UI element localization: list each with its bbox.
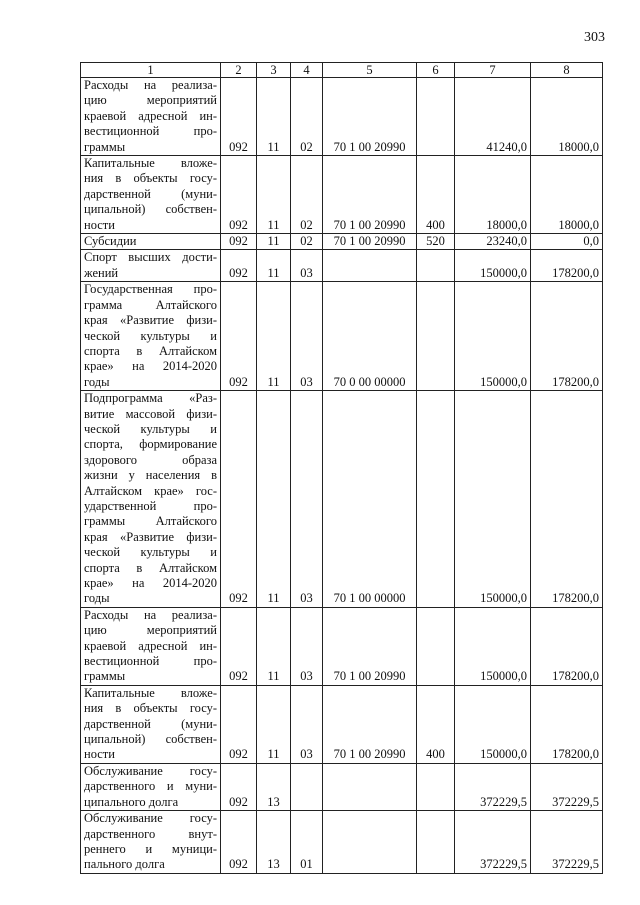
expense-type-cell	[417, 607, 455, 685]
row-name-line: краевой адресной ин-	[84, 108, 217, 123]
code-cell: 092	[221, 685, 257, 763]
row-name-cell	[81, 763, 221, 810]
table-row	[81, 811, 603, 874]
amount-cell-2019: 372229,5	[455, 811, 531, 874]
amount-cell-2020: 18000,0	[531, 78, 603, 156]
table-row	[81, 78, 603, 156]
amount-cell-2019: 372229,5	[455, 763, 531, 810]
expense-type-cell: 520	[417, 234, 455, 250]
code-cell: 092	[221, 250, 257, 282]
code-cell: 092	[221, 607, 257, 685]
row-name-line: ципальной) собствен-	[84, 202, 217, 217]
amount-cell-2020: 372229,5	[531, 763, 603, 810]
row-name-line: Подпрограмма «Раз-	[84, 391, 217, 406]
target-article-cell: 70 1 00 20990	[323, 607, 417, 685]
column-header: 5	[323, 63, 417, 78]
table-row	[81, 763, 603, 810]
row-name-line: вестиционной про-	[84, 654, 217, 669]
row-name-cell	[81, 78, 221, 156]
expense-type-cell	[417, 811, 455, 874]
column-header: 6	[417, 63, 455, 78]
code-cell: 092	[221, 811, 257, 874]
amount-cell-2019: 150000,0	[455, 685, 531, 763]
row-name-line: цию мероприятий	[84, 93, 217, 108]
row-name-line: реннего и муници-	[84, 841, 217, 856]
amount-cell-2019: 41240,0	[455, 78, 531, 156]
amount-cell-2020: 18000,0	[531, 156, 603, 234]
row-name-line: пального долга	[84, 857, 165, 872]
row-name-line: Обслуживание госу-	[84, 763, 217, 778]
row-name-line: краевой адресной ин-	[84, 638, 217, 653]
column-header: 4	[291, 63, 323, 78]
row-name-line: ния в объекты госу-	[84, 701, 217, 716]
amount-cell-2019: 150000,0	[455, 607, 531, 685]
section-cell: 13	[257, 811, 291, 874]
row-name-cell	[81, 282, 221, 391]
amount-cell-2019: 23240,0	[455, 234, 531, 250]
row-name-line: ческой культуры и	[84, 545, 217, 560]
section-cell: 11	[257, 78, 291, 156]
expense-type-cell	[417, 763, 455, 810]
row-name-line: граммы	[84, 669, 126, 684]
subsection-cell: 03	[291, 282, 323, 391]
row-name-line: Капитальные вложе-	[84, 685, 217, 700]
row-name-line: граммы	[84, 139, 126, 154]
row-name-line: Субсидии	[84, 234, 137, 249]
row-name-line: Государственная про-	[84, 282, 217, 297]
row-name-line: годы	[84, 374, 110, 389]
row-name-line: грамма Алтайского	[84, 297, 217, 312]
section-cell: 13	[257, 763, 291, 810]
expense-type-cell: 400	[417, 156, 455, 234]
row-name-cell	[81, 607, 221, 685]
subsection-cell: 02	[291, 234, 323, 250]
code-cell: 092	[221, 78, 257, 156]
amount-cell-2019: 150000,0	[455, 250, 531, 282]
target-article-cell	[323, 811, 417, 874]
table-row	[81, 282, 603, 391]
target-article-cell	[323, 763, 417, 810]
column-header: 8	[531, 63, 603, 78]
target-article-cell: 70 1 00 20990	[323, 78, 417, 156]
page-number: 303	[584, 30, 605, 45]
row-name-line: жизни у населения в	[84, 468, 217, 483]
section-cell: 11	[257, 607, 291, 685]
row-name-line: ческой культуры и	[84, 421, 217, 436]
row-name-line: Расходы на реализа-	[84, 607, 217, 622]
subsection-cell: 03	[291, 250, 323, 282]
row-name-line: края «Развитие физи-	[84, 313, 217, 328]
table-row	[81, 685, 603, 763]
expense-type-cell	[417, 250, 455, 282]
row-name-line: ципальной) собствен-	[84, 732, 217, 747]
row-name-line: спорта в Алтайском	[84, 343, 217, 358]
row-name-line: Капитальные вложе-	[84, 156, 217, 171]
row-name-line: ности	[84, 217, 115, 232]
column-header: 2	[221, 63, 257, 78]
row-name-line: крае» на 2014-2020	[84, 576, 217, 590]
expense-type-cell	[417, 78, 455, 156]
code-cell: 092	[221, 763, 257, 810]
amount-cell-2020: 178200,0	[531, 250, 603, 282]
section-cell: 11	[257, 156, 291, 234]
amount-cell-2019: 18000,0	[455, 156, 531, 234]
row-name-line: ударственной про-	[84, 498, 217, 513]
row-name-line: Спорт высших дости-	[84, 250, 217, 265]
row-name-line: граммы Алтайского	[84, 514, 217, 529]
table-row	[81, 391, 603, 608]
row-name-line: ципального долга	[84, 794, 179, 809]
column-header: 3	[257, 63, 291, 78]
row-name-line: спорта в Алтайском	[84, 560, 217, 575]
row-name-line: ности	[84, 747, 115, 762]
amount-cell-2019: 150000,0	[455, 391, 531, 608]
row-name-cell	[81, 391, 221, 608]
subsection-cell: 01	[291, 811, 323, 874]
column-header: 7	[455, 63, 531, 78]
target-article-cell: 70 1 00 20990	[323, 234, 417, 250]
subsection-cell: 03	[291, 607, 323, 685]
table-row	[81, 234, 603, 250]
budget-table	[80, 62, 603, 874]
row-name-cell	[81, 234, 221, 250]
table-row	[81, 607, 603, 685]
code-cell: 092	[221, 156, 257, 234]
row-name-line: края «Развитие физи-	[84, 529, 217, 544]
table-row	[81, 156, 603, 234]
section-cell: 11	[257, 391, 291, 608]
amount-cell-2020: 178200,0	[531, 391, 603, 608]
target-article-cell	[323, 250, 417, 282]
row-name-cell	[81, 250, 221, 282]
row-name-line: дарственного внут-	[84, 826, 217, 841]
row-name-line: Алтайском крае» гос-	[84, 483, 217, 498]
row-name-cell	[81, 811, 221, 874]
expense-type-cell	[417, 391, 455, 608]
subsection-cell: 02	[291, 78, 323, 156]
target-article-cell: 70 1 00 20990	[323, 685, 417, 763]
table-body	[81, 78, 603, 874]
target-article-cell: 70 0 00 00000	[323, 282, 417, 391]
row-name-line: спорта, формирование	[84, 437, 217, 452]
row-name-line: ния в объекты госу-	[84, 171, 217, 186]
row-name-line: дарственного и муни-	[84, 779, 217, 794]
row-name-line: дарственной (муни-	[84, 716, 217, 731]
section-cell: 11	[257, 685, 291, 763]
code-cell: 092	[221, 282, 257, 391]
expense-type-cell: 400	[417, 685, 455, 763]
row-name-line: Обслуживание госу-	[84, 811, 217, 826]
row-name-cell	[81, 685, 221, 763]
expense-type-cell	[417, 282, 455, 391]
amount-cell-2019: 150000,0	[455, 282, 531, 391]
row-name-line: здорового образа	[84, 452, 217, 467]
column-header: 1	[81, 63, 221, 78]
code-cell: 092	[221, 234, 257, 250]
amount-cell-2020: 178200,0	[531, 282, 603, 391]
subsection-cell: 03	[291, 685, 323, 763]
target-article-cell: 70 1 00 00000	[323, 391, 417, 608]
table-row	[81, 250, 603, 282]
subsection-cell	[291, 763, 323, 810]
subsection-cell: 03	[291, 391, 323, 608]
row-name-line: годы	[84, 591, 110, 606]
row-name-line: витие массовой физи-	[84, 406, 217, 421]
row-name-line: вестиционной про-	[84, 124, 217, 139]
amount-cell-2020: 178200,0	[531, 607, 603, 685]
target-article-cell: 70 1 00 20990	[323, 156, 417, 234]
amount-cell-2020: 0,0	[531, 234, 603, 250]
subsection-cell: 02	[291, 156, 323, 234]
row-name-line: крае» на 2014-2020	[84, 359, 217, 374]
row-name-line: жений	[84, 265, 119, 280]
table-header-row	[81, 63, 603, 78]
row-name-line: дарственной (муни-	[84, 186, 217, 201]
amount-cell-2020: 372229,5	[531, 811, 603, 874]
amount-cell-2020: 178200,0	[531, 685, 603, 763]
section-cell: 11	[257, 234, 291, 250]
row-name-cell	[81, 156, 221, 234]
row-name-line: ческой культуры и	[84, 328, 217, 343]
section-cell: 11	[257, 282, 291, 391]
row-name-line: Расходы на реализа-	[84, 78, 217, 92]
section-cell: 11	[257, 250, 291, 282]
code-cell: 092	[221, 391, 257, 608]
row-name-line: цию мероприятий	[84, 623, 217, 638]
